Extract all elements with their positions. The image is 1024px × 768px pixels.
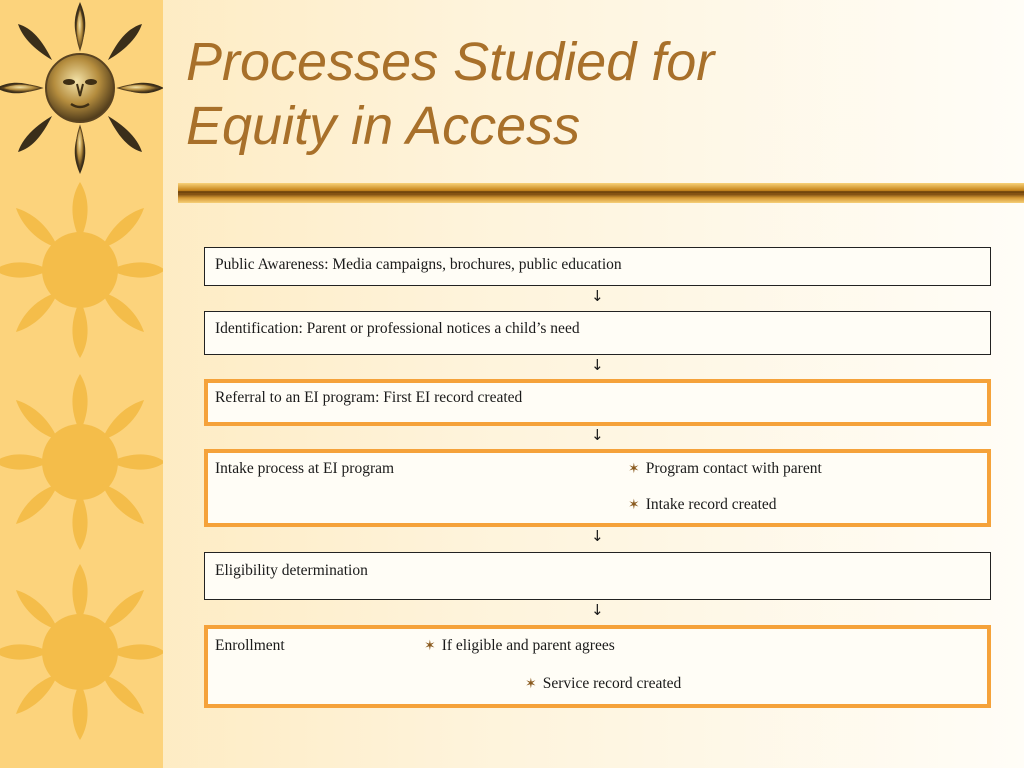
down-arrow-icon: ↓	[591, 426, 604, 444]
step-intake	[204, 449, 991, 527]
step-public-awareness	[204, 247, 991, 286]
star-bullet-icon: ✶	[424, 639, 436, 654]
star-bullet-icon: ✶	[525, 677, 537, 692]
down-arrow-icon: ↓	[591, 601, 604, 619]
star-bullet-icon: ✶	[628, 462, 640, 477]
bullet-item: ✶ Program contact with parent	[628, 460, 822, 477]
decorative-sidebar	[0, 0, 163, 768]
step-label: Enrollment	[215, 637, 285, 654]
down-arrow-icon: ↓	[591, 527, 604, 545]
step-identification	[204, 311, 991, 355]
down-arrow-icon: ↓	[591, 287, 604, 305]
bullet-item: ✶ Service record created	[525, 675, 682, 692]
title-line-1: Processes Studied for	[186, 32, 715, 92]
slide-title	[186, 30, 714, 158]
star-bullet-icon: ✶	[628, 498, 640, 513]
sun-icon	[0, 180, 163, 360]
step-eligibility	[204, 552, 991, 600]
step-label: Public Awareness: Media campaigns, brochures, public education	[215, 256, 622, 273]
title-line-2: Equity in Access	[186, 96, 581, 156]
bullet-item: ✶ Intake record created	[628, 496, 777, 513]
down-arrow-icon: ↓	[591, 356, 604, 374]
step-enrollment	[204, 625, 991, 708]
step-referral	[204, 379, 991, 426]
sun-face-icon	[0, 0, 163, 175]
step-label: Referral to an EI program: First EI record created	[215, 389, 523, 406]
step-label: Intake process at EI program	[215, 460, 395, 477]
title-divider	[178, 183, 1024, 203]
step-label: Identification: Parent or professional notices a child’s need	[215, 320, 580, 337]
step-label: Eligibility determination	[215, 562, 368, 579]
bullet-item: ✶ If eligible and parent agrees	[424, 637, 615, 654]
sun-icon	[0, 372, 163, 552]
sun-icon	[0, 562, 163, 742]
